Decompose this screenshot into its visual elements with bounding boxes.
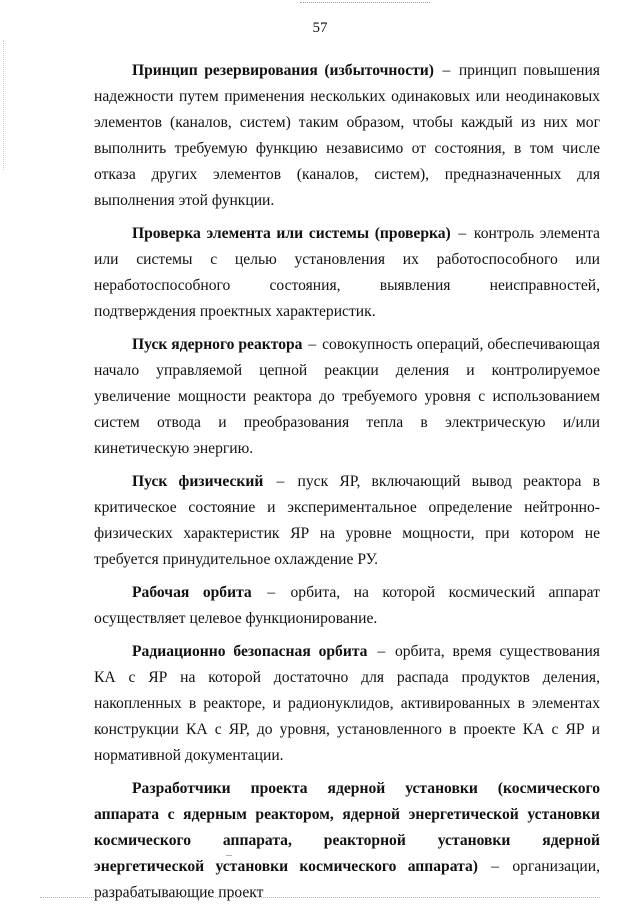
glossary-definition: организации, разрабатывающие проект (94, 858, 600, 901)
glossary-definition: орбита, на которой космический аппарат осуществляет целевое функционирование. (94, 584, 600, 627)
glossary-term: Рабочая орбита (132, 584, 252, 601)
glossary-body (94, 58, 600, 913)
glossary-definition: контроль элемента или системы с целью установления их работоспособного или неработоспособного состояния, выявления неисправностей, подтверждения проектных характеристик. (94, 225, 600, 320)
glossary-term: Проверка элемента или системы (проверка) (132, 225, 451, 242)
scan-edge-left (3, 40, 5, 170)
glossary-term: Радиационно безопасная орбита (132, 643, 368, 660)
scan-edge-bottom (40, 897, 600, 899)
glossary-term: Разработчики проекта ядерной установки (космического аппарата с ядерным реактором, ядерной энергетической установки космического аппарата, реакторной установки ядерной энергетической установки космического аппарата) (94, 780, 600, 875)
glossary-entry (94, 776, 600, 906)
glossary-entry (94, 580, 600, 632)
glossary-term: Пуск физический (132, 473, 264, 490)
term-dash: – (276, 473, 285, 490)
scan-edge-top (300, 2, 430, 4)
term-dash: – (267, 584, 275, 601)
term-dash: – (377, 643, 386, 660)
glossary-definition: принцип повышения надежности путем применения нескольких одинаковых или неодинаковых элементов (каналов, систем) таким образом, чтобы каждый из них мог выполнить требуемую функцию независимо от состояния, в том числе отказа других элементов (каналов, систем), предназначенных для выполнения этой функции. (94, 62, 600, 209)
scan-mark (226, 855, 232, 856)
glossary-term: Пуск ядерного реактора (132, 336, 303, 353)
glossary-entry (94, 58, 600, 214)
glossary-entry (94, 469, 600, 573)
term-dash: – (308, 336, 317, 353)
term-dash: – (442, 62, 451, 79)
glossary-definition: пуск ЯР, включающий вывод реактора в критическое состояние и экспериментальное определение нейтронно-физических характеристик ЯР на уровне мощности, при котором не требуется принудительное охлаждение РУ. (94, 473, 601, 568)
glossary-term: Принцип резервирования (избыточности) (132, 62, 434, 79)
page-number: 57 (312, 20, 328, 36)
glossary-entry (94, 332, 600, 462)
glossary-entry (94, 639, 600, 769)
glossary-entry (94, 221, 600, 325)
term-dash: – (491, 858, 500, 875)
glossary-definition: совокупность операций, обеспечивающая начало управляемой цепной реакции деления и контролируемое увеличение мощности реактора до требуемого уровня с использованием систем отвода и преобразования тепла в электрическую и/или кинетическую энергию. (94, 336, 600, 457)
term-dash: – (458, 225, 467, 242)
glossary-definition: орбита, время существования КА с ЯР на которой достаточно для распада продуктов деления, накопленных в реакторе, и радионуклидов, активированных в элементах конструкции КА с ЯР, до уровня, установленного в проекте КА с ЯР и нормативной документации. (94, 643, 600, 764)
